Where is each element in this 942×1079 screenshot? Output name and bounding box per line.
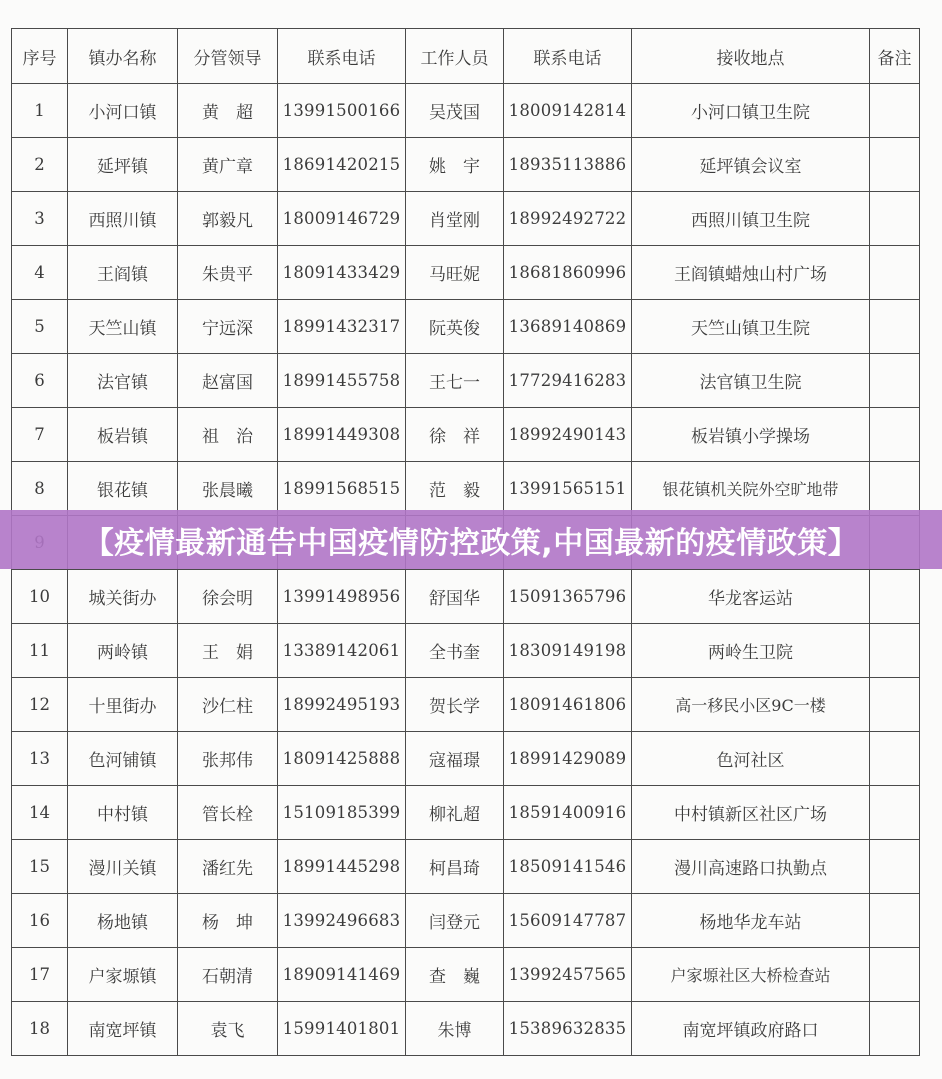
leader-name-cell: 石朝清 xyxy=(178,948,278,1002)
remarks-cell xyxy=(870,408,920,462)
table-row xyxy=(12,462,920,516)
leader-phone-cell: 18992495193 xyxy=(278,678,406,732)
town-name-cell: 南宽坪镇 xyxy=(68,1002,178,1056)
table-row xyxy=(12,624,920,678)
row-index-cell: 3 xyxy=(12,192,68,246)
town-name-cell: 十里街办 xyxy=(68,678,178,732)
row-index-cell: 10 xyxy=(12,570,68,624)
leader-name-cell: 祖 治 xyxy=(178,408,278,462)
title-banner xyxy=(0,510,942,569)
leader-phone-cell: 18691420215 xyxy=(278,138,406,192)
remarks-cell xyxy=(870,678,920,732)
location-cell: 银花镇机关院外空旷地带 xyxy=(632,462,870,516)
staff-name-cell: 全书奎 xyxy=(406,624,504,678)
town-name-cell: 户家塬镇 xyxy=(68,948,178,1002)
remarks-cell xyxy=(870,786,920,840)
location-cell: 高一移民小区9C一楼 xyxy=(632,678,870,732)
leader-name-cell: 赵富国 xyxy=(178,354,278,408)
staff-phone-cell: 13991565151 xyxy=(504,462,632,516)
row-index-cell: 2 xyxy=(12,138,68,192)
header-leader: 分管领导 xyxy=(178,29,278,84)
leader-name-cell: 宁远深 xyxy=(178,300,278,354)
table-row xyxy=(12,570,920,624)
remarks-cell xyxy=(870,840,920,894)
location-cell: 法官镇卫生院 xyxy=(632,354,870,408)
leader-name-cell: 张邦伟 xyxy=(178,732,278,786)
staff-name-cell: 查 巍 xyxy=(406,948,504,1002)
staff-name-cell: 朱博 xyxy=(406,1002,504,1056)
remarks-cell xyxy=(870,300,920,354)
leader-name-cell: 潘红先 xyxy=(178,840,278,894)
remarks-cell xyxy=(870,1002,920,1056)
staff-phone-cell: 17729416283 xyxy=(504,354,632,408)
row-index-cell: 6 xyxy=(12,354,68,408)
leader-phone-cell: 13991500166 xyxy=(278,84,406,138)
table-row xyxy=(12,354,920,408)
header-remarks: 备注 xyxy=(870,29,920,84)
location-cell: 杨地华龙车站 xyxy=(632,894,870,948)
leader-phone-cell: 13992496683 xyxy=(278,894,406,948)
staff-name-cell: 范 毅 xyxy=(406,462,504,516)
staff-phone-cell: 18009142814 xyxy=(504,84,632,138)
staff-name-cell: 舒国华 xyxy=(406,570,504,624)
leader-name-cell: 黄 超 xyxy=(178,84,278,138)
leader-phone-cell: 15109185399 xyxy=(278,786,406,840)
location-cell: 西照川镇卫生院 xyxy=(632,192,870,246)
remarks-cell xyxy=(870,570,920,624)
leader-phone-cell: 18991445298 xyxy=(278,840,406,894)
row-index-cell: 7 xyxy=(12,408,68,462)
location-cell: 王阎镇蜡烛山村广场 xyxy=(632,246,870,300)
remarks-cell xyxy=(870,732,920,786)
staff-phone-cell: 18591400916 xyxy=(504,786,632,840)
town-name-cell: 板岩镇 xyxy=(68,408,178,462)
staff-phone-cell: 13992457565 xyxy=(504,948,632,1002)
town-name-cell: 漫川关镇 xyxy=(68,840,178,894)
table-row xyxy=(12,138,920,192)
remarks-cell xyxy=(870,462,920,516)
row-index-cell: 18 xyxy=(12,1002,68,1056)
staff-name-cell: 寇福璟 xyxy=(406,732,504,786)
town-name-cell: 延坪镇 xyxy=(68,138,178,192)
leader-name-cell: 张晨曦 xyxy=(178,462,278,516)
staff-phone-cell: 18992492722 xyxy=(504,192,632,246)
leader-name-cell: 袁飞 xyxy=(178,1002,278,1056)
staff-phone-cell: 18991429089 xyxy=(504,732,632,786)
row-index-cell: 15 xyxy=(12,840,68,894)
leader-phone-cell: 13389142061 xyxy=(278,624,406,678)
staff-phone-cell: 18935113886 xyxy=(504,138,632,192)
staff-phone-cell: 18992490143 xyxy=(504,408,632,462)
town-name-cell: 银花镇 xyxy=(68,462,178,516)
leader-name-cell: 杨 坤 xyxy=(178,894,278,948)
table-row xyxy=(12,300,920,354)
staff-name-cell: 肖堂刚 xyxy=(406,192,504,246)
staff-phone-cell: 18681860996 xyxy=(504,246,632,300)
table-row xyxy=(12,894,920,948)
leader-phone-cell: 15991401801 xyxy=(278,1002,406,1056)
town-name-cell: 色河铺镇 xyxy=(68,732,178,786)
staff-name-cell: 闫登元 xyxy=(406,894,504,948)
header-index: 序号 xyxy=(12,29,68,84)
staff-name-cell: 吴茂国 xyxy=(406,84,504,138)
staff-name-cell: 姚 宇 xyxy=(406,138,504,192)
leader-phone-cell: 18091433429 xyxy=(278,246,406,300)
table-row xyxy=(12,192,920,246)
row-index-cell: 14 xyxy=(12,786,68,840)
town-name-cell: 两岭镇 xyxy=(68,624,178,678)
staff-phone-cell: 18309149198 xyxy=(504,624,632,678)
remarks-cell xyxy=(870,894,920,948)
table-body xyxy=(12,84,920,1056)
location-cell: 漫川高速路口执勤点 xyxy=(632,840,870,894)
town-name-cell: 天竺山镇 xyxy=(68,300,178,354)
row-index-cell: 8 xyxy=(12,462,68,516)
location-cell: 中村镇新区社区广场 xyxy=(632,786,870,840)
remarks-cell xyxy=(870,246,920,300)
town-name-cell: 小河口镇 xyxy=(68,84,178,138)
leader-name-cell: 王 娟 xyxy=(178,624,278,678)
header-staff: 工作人员 xyxy=(406,29,504,84)
leader-name-cell: 徐会明 xyxy=(178,570,278,624)
leader-name-cell: 沙仁柱 xyxy=(178,678,278,732)
table-row xyxy=(12,408,920,462)
staff-phone-cell: 13689140869 xyxy=(504,300,632,354)
leader-name-cell: 郭毅凡 xyxy=(178,192,278,246)
row-index-cell: 16 xyxy=(12,894,68,948)
header-location: 接收地点 xyxy=(632,29,870,84)
table-row xyxy=(12,678,920,732)
table-row xyxy=(12,732,920,786)
leader-phone-cell: 18909141469 xyxy=(278,948,406,1002)
location-cell: 色河社区 xyxy=(632,732,870,786)
header-leader-phone: 联系电话 xyxy=(278,29,406,84)
leader-phone-cell: 13991498956 xyxy=(278,570,406,624)
row-index-cell: 13 xyxy=(12,732,68,786)
location-cell: 南宽坪镇政府路口 xyxy=(632,1002,870,1056)
leader-phone-cell: 18991449308 xyxy=(278,408,406,462)
header-staff-phone: 联系电话 xyxy=(504,29,632,84)
header-town-name: 镇办名称 xyxy=(68,29,178,84)
table-row xyxy=(12,840,920,894)
staff-name-cell: 柯昌琦 xyxy=(406,840,504,894)
leader-name-cell: 黄广章 xyxy=(178,138,278,192)
leader-name-cell: 朱贵平 xyxy=(178,246,278,300)
leader-phone-cell: 18991432317 xyxy=(278,300,406,354)
location-cell: 华龙客运站 xyxy=(632,570,870,624)
remarks-cell xyxy=(870,84,920,138)
town-name-cell: 王阎镇 xyxy=(68,246,178,300)
remarks-cell xyxy=(870,192,920,246)
remarks-cell xyxy=(870,948,920,1002)
staff-phone-cell: 15091365796 xyxy=(504,570,632,624)
row-index-cell: 11 xyxy=(12,624,68,678)
town-name-cell: 城关街办 xyxy=(68,570,178,624)
banner-title: 【疫情最新通告中国疫情防控政策,中国最新的疫情政策】 xyxy=(83,525,859,561)
town-name-cell: 西照川镇 xyxy=(68,192,178,246)
row-index-cell: 1 xyxy=(12,84,68,138)
town-name-cell: 杨地镇 xyxy=(68,894,178,948)
row-index-cell: 4 xyxy=(12,246,68,300)
table-row xyxy=(12,948,920,1002)
staff-name-cell: 贺长学 xyxy=(406,678,504,732)
leader-name-cell: 管长栓 xyxy=(178,786,278,840)
leader-phone-cell: 18991568515 xyxy=(278,462,406,516)
location-cell: 小河口镇卫生院 xyxy=(632,84,870,138)
leader-phone-cell: 18009146729 xyxy=(278,192,406,246)
staff-name-cell: 阮英俊 xyxy=(406,300,504,354)
row-index-cell: 17 xyxy=(12,948,68,1002)
remarks-cell xyxy=(870,624,920,678)
staff-phone-cell: 15389632835 xyxy=(504,1002,632,1056)
table-row xyxy=(12,1002,920,1056)
leader-phone-cell: 18991455758 xyxy=(278,354,406,408)
town-name-cell: 法官镇 xyxy=(68,354,178,408)
row-index-cell: 12 xyxy=(12,678,68,732)
remarks-cell xyxy=(870,138,920,192)
location-cell: 两岭生卫院 xyxy=(632,624,870,678)
table-header-row xyxy=(12,29,920,84)
remarks-cell xyxy=(870,354,920,408)
staff-name-cell: 王七一 xyxy=(406,354,504,408)
town-name-cell: 中村镇 xyxy=(68,786,178,840)
staff-phone-cell: 18091461806 xyxy=(504,678,632,732)
leader-phone-cell: 18091425888 xyxy=(278,732,406,786)
table-row xyxy=(12,84,920,138)
location-cell: 板岩镇小学操场 xyxy=(632,408,870,462)
table-row xyxy=(12,246,920,300)
location-cell: 天竺山镇卫生院 xyxy=(632,300,870,354)
location-cell: 延坪镇会议室 xyxy=(632,138,870,192)
staff-phone-cell: 15609147787 xyxy=(504,894,632,948)
row-index-cell: 5 xyxy=(12,300,68,354)
staff-name-cell: 柳礼超 xyxy=(406,786,504,840)
staff-name-cell: 徐 祥 xyxy=(406,408,504,462)
table-row xyxy=(12,786,920,840)
staff-name-cell: 马旺妮 xyxy=(406,246,504,300)
location-cell: 户家塬社区大桥检查站 xyxy=(632,948,870,1002)
staff-phone-cell: 18509141546 xyxy=(504,840,632,894)
